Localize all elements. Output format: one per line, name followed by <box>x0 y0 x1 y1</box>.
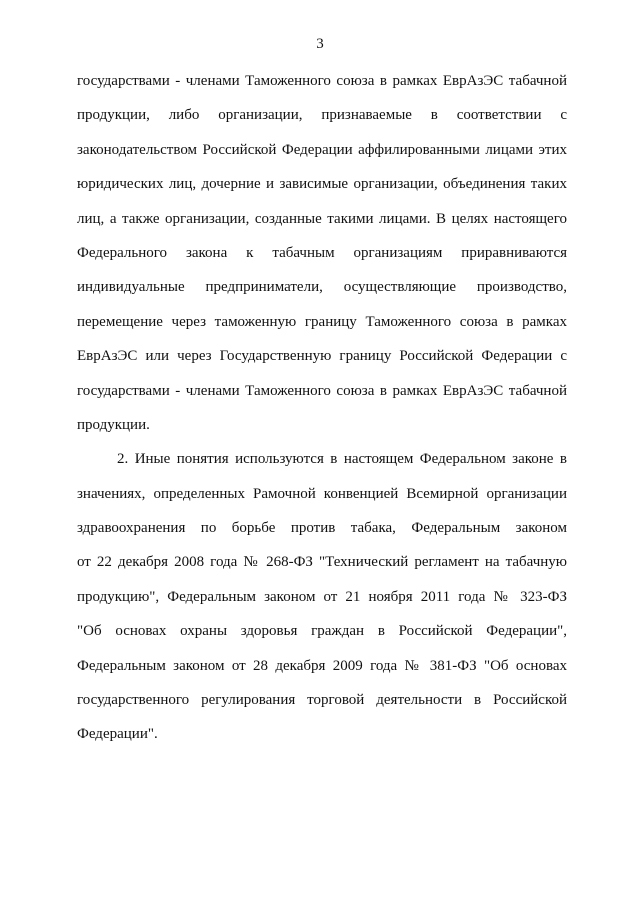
text-line: государствами - членами Таможенного союза в рамках ЕврАзЭС табачной <box>77 73 567 89</box>
text-line: юридических лиц, дочерние и зависимые организации, объединения таких <box>77 176 567 193</box>
text-line: ЕврАзЭС или через Государственную границу Российской Федерации с <box>77 348 567 365</box>
text-line: государствами - членами Таможенного союза в рамках ЕврАзЭС табачной <box>77 382 567 399</box>
text-line: лиц, а также организации, созданные такими лицами. В целях настоящего <box>77 210 567 227</box>
text-line: "Об основах охраны здоровья граждан в Российской Федерации", <box>77 623 567 640</box>
page-number: 3 <box>316 36 324 52</box>
text-line: государственного регулирования торговой деятельности в Российской <box>77 692 567 709</box>
text-line: значениях, определенных Рамочной конвенцией Всемирной организации <box>77 485 567 502</box>
text-line: индивидуальные предприниматели, осуществляющие производство, <box>77 279 567 296</box>
text-line: 2. Иные понятия используются в настоящем Федеральном законе в <box>117 451 567 468</box>
text-line: продукции, либо организации, признаваемые в соответствии с <box>77 107 567 124</box>
document-body <box>77 71 567 759</box>
text-line: от 22 декабря 2008 года № 268-ФЗ "Технический регламент на табачную <box>77 554 567 571</box>
text-line: продукцию", Федеральным законом от 21 ноября 2011 года № 323-ФЗ <box>77 588 567 605</box>
text-line: законодательством Российской Федерации аффилированными лицами этих <box>77 141 567 158</box>
text-line: перемещение через таможенную границу Таможенного союза в рамках <box>77 313 567 330</box>
text-line: продукции. <box>77 416 150 433</box>
text-line: Федеральным законом от 28 декабря 2009 года № 381-ФЗ "Об основах <box>77 657 567 674</box>
paragraph-2 <box>77 449 567 759</box>
text-line: Федерации". <box>77 726 158 743</box>
text-line: здравоохранения по борьбе против табака, Федеральным законом <box>77 520 567 537</box>
paragraph-1 <box>77 71 567 449</box>
text-line: Федерального закона к табачным организациям приравниваются <box>77 244 567 261</box>
